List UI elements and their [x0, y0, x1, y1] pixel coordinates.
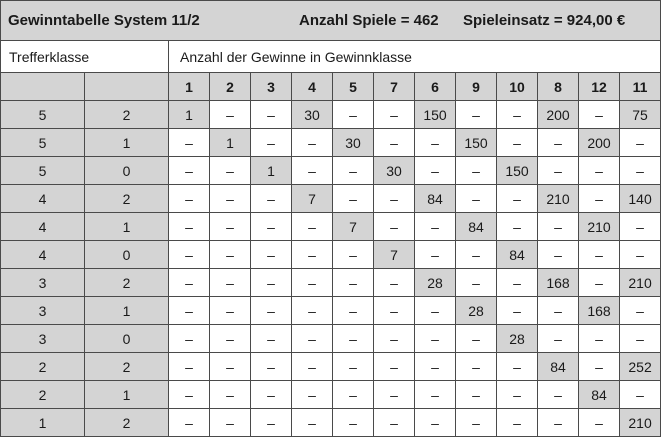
- table-row: [1, 297, 661, 325]
- wins-cell: –: [415, 353, 456, 381]
- wins-cell: –: [333, 157, 374, 185]
- hit-class-extra-cell: 0: [85, 241, 169, 269]
- hit-class-extra-cell: 1: [85, 381, 169, 409]
- wins-cell: –: [538, 325, 579, 353]
- wins-cell: 84: [579, 381, 620, 409]
- wins-cell: –: [374, 297, 415, 325]
- wins-cell: –: [210, 381, 251, 409]
- wins-cell: –: [456, 325, 497, 353]
- wins-cell: –: [251, 297, 292, 325]
- wins-cell: –: [620, 325, 661, 353]
- wins-cell: –: [497, 297, 538, 325]
- wins-cell: 30: [374, 157, 415, 185]
- wins-cell: –: [292, 297, 333, 325]
- wins-cell: –: [169, 409, 210, 437]
- wins-cell: –: [333, 325, 374, 353]
- wins-cell: –: [456, 157, 497, 185]
- header-empty-cell: [1, 73, 85, 101]
- wins-cell: –: [333, 353, 374, 381]
- wins-cell: 140: [620, 185, 661, 213]
- wins-cell: 210: [579, 213, 620, 241]
- wins-cell: –: [169, 185, 210, 213]
- hit-class-extra-cell: 1: [85, 297, 169, 325]
- column-header: 6: [415, 73, 456, 101]
- wins-cell: 150: [456, 129, 497, 157]
- wins-cell: –: [374, 101, 415, 129]
- table-row: [1, 409, 661, 437]
- wins-cell: –: [497, 409, 538, 437]
- hit-class-label: Trefferklasse: [9, 48, 90, 65]
- wins-cell: –: [210, 325, 251, 353]
- wins-cell: 210: [620, 409, 661, 437]
- wins-cell: –: [333, 297, 374, 325]
- wins-cell: –: [415, 297, 456, 325]
- table-row: [1, 101, 661, 129]
- hit-class-label-cell: [1, 41, 169, 73]
- wins-cell: –: [169, 129, 210, 157]
- hit-class-main-cell: 5: [1, 129, 85, 157]
- wins-cell: –: [538, 409, 579, 437]
- wins-cell: –: [374, 381, 415, 409]
- wins-cell: –: [292, 381, 333, 409]
- column-header: 3: [251, 73, 292, 101]
- wins-cell: –: [456, 241, 497, 269]
- hit-class-main-cell: 2: [1, 381, 85, 409]
- header-empty-cell: [85, 73, 169, 101]
- column-header: 1: [169, 73, 210, 101]
- wins-cell: 168: [538, 269, 579, 297]
- wins-cell: –: [210, 213, 251, 241]
- wins-cell: –: [415, 129, 456, 157]
- wins-cell: –: [333, 269, 374, 297]
- wins-cell: –: [415, 325, 456, 353]
- wins-cell: 150: [497, 157, 538, 185]
- wins-cell: –: [415, 241, 456, 269]
- wins-cell: –: [456, 353, 497, 381]
- wins-cell: –: [456, 185, 497, 213]
- wins-cell: 28: [415, 269, 456, 297]
- wins-cell: –: [620, 157, 661, 185]
- wins-cell: 1: [251, 157, 292, 185]
- column-header: 7: [374, 73, 415, 101]
- table-row: [1, 129, 661, 157]
- wins-cell: 168: [579, 297, 620, 325]
- wins-cell: –: [251, 101, 292, 129]
- wins-cell: –: [251, 185, 292, 213]
- wins-cell: 30: [292, 101, 333, 129]
- wins-cell: –: [333, 409, 374, 437]
- wins-cell: 84: [456, 213, 497, 241]
- wins-cell: –: [251, 381, 292, 409]
- wins-cell: –: [579, 241, 620, 269]
- hit-class-extra-cell: 0: [85, 157, 169, 185]
- wins-cell: –: [169, 381, 210, 409]
- hit-class-main-cell: 1: [1, 409, 85, 437]
- wins-cell: –: [374, 129, 415, 157]
- wins-cell: –: [210, 185, 251, 213]
- wins-cell: –: [333, 101, 374, 129]
- wins-cell: 1: [169, 101, 210, 129]
- table-row: [1, 185, 661, 213]
- wins-cell: –: [169, 325, 210, 353]
- wins-cell: –: [169, 353, 210, 381]
- wins-cell: –: [497, 129, 538, 157]
- title-row: [1, 1, 661, 41]
- hit-class-extra-cell: 2: [85, 185, 169, 213]
- column-header: 9: [456, 73, 497, 101]
- wins-cell: –: [538, 241, 579, 269]
- wins-cell: –: [579, 353, 620, 381]
- wins-cell: 7: [374, 241, 415, 269]
- wins-cell: –: [169, 297, 210, 325]
- wins-cell: –: [210, 241, 251, 269]
- wins-cell: –: [538, 213, 579, 241]
- label-row: [1, 41, 661, 73]
- wins-cell: –: [292, 241, 333, 269]
- wins-cell: 7: [292, 185, 333, 213]
- hit-class-main-cell: 2: [1, 353, 85, 381]
- wins-cell: 84: [538, 353, 579, 381]
- wins-cell: 1: [210, 129, 251, 157]
- wins-cell: –: [374, 269, 415, 297]
- table-row: [1, 269, 661, 297]
- wins-cell: –: [497, 101, 538, 129]
- table-row: [1, 381, 661, 409]
- wins-cell: 84: [497, 241, 538, 269]
- wins-cell: –: [374, 213, 415, 241]
- hit-class-extra-cell: 2: [85, 269, 169, 297]
- wins-cell: –: [579, 325, 620, 353]
- wins-cell: 210: [538, 185, 579, 213]
- table-row: [1, 241, 661, 269]
- wins-cell: –: [210, 297, 251, 325]
- wins-cell: 7: [333, 213, 374, 241]
- table-title: Gewinntabelle System 11/2: [8, 12, 200, 29]
- column-header: 5: [333, 73, 374, 101]
- wins-cell: –: [456, 269, 497, 297]
- table-row: [1, 353, 661, 381]
- wins-cell: –: [210, 269, 251, 297]
- hit-class-main-cell: 3: [1, 269, 85, 297]
- wins-cell: –: [251, 353, 292, 381]
- wins-cell: –: [579, 185, 620, 213]
- wins-cell: –: [292, 157, 333, 185]
- column-header: 2: [210, 73, 251, 101]
- wins-cell: –: [497, 381, 538, 409]
- wins-cell: –: [374, 185, 415, 213]
- wins-cell: 84: [415, 185, 456, 213]
- wins-cell: –: [374, 409, 415, 437]
- hit-class-extra-cell: 2: [85, 409, 169, 437]
- wins-cell: 75: [620, 101, 661, 129]
- wins-cell: –: [210, 101, 251, 129]
- wins-cell: –: [292, 213, 333, 241]
- column-header: 8: [538, 73, 579, 101]
- wins-cell: –: [251, 213, 292, 241]
- wins-cell: 210: [620, 269, 661, 297]
- wins-cell: –: [415, 157, 456, 185]
- wins-cell: 28: [497, 325, 538, 353]
- hit-class-extra-cell: 1: [85, 213, 169, 241]
- wins-cell: –: [169, 157, 210, 185]
- title-cell: [1, 1, 661, 41]
- wins-cell: –: [538, 157, 579, 185]
- wins-cell: –: [620, 297, 661, 325]
- column-header: 11: [620, 73, 661, 101]
- wins-cell: –: [292, 269, 333, 297]
- hit-class-main-cell: 5: [1, 101, 85, 129]
- wins-cell: –: [497, 269, 538, 297]
- wins-cell: –: [415, 381, 456, 409]
- wins-cell: –: [579, 101, 620, 129]
- wins-cell: –: [497, 185, 538, 213]
- wins-cell: –: [620, 381, 661, 409]
- wins-cell: –: [538, 381, 579, 409]
- wins-cell: 200: [538, 101, 579, 129]
- table-row: [1, 213, 661, 241]
- hit-class-main-cell: 3: [1, 297, 85, 325]
- wins-cell: –: [333, 185, 374, 213]
- wins-cell: –: [497, 213, 538, 241]
- wins-cell: –: [169, 269, 210, 297]
- wins-cell: –: [210, 353, 251, 381]
- column-header: 10: [497, 73, 538, 101]
- wins-cell: –: [415, 213, 456, 241]
- wins-cell: –: [620, 241, 661, 269]
- wins-cell: –: [210, 409, 251, 437]
- wins-cell: –: [333, 381, 374, 409]
- table-row: [1, 325, 661, 353]
- wins-cell: –: [620, 129, 661, 157]
- wins-cell: 150: [415, 101, 456, 129]
- wins-cell: –: [415, 409, 456, 437]
- hit-class-main-cell: 3: [1, 325, 85, 353]
- wins-cell: –: [538, 297, 579, 325]
- wins-cell: 252: [620, 353, 661, 381]
- wins-label: Anzahl der Gewinne in Gewinnklasse: [180, 48, 412, 65]
- column-header: 4: [292, 73, 333, 101]
- wins-cell: –: [333, 241, 374, 269]
- wins-cell: –: [210, 157, 251, 185]
- hit-class-extra-cell: 1: [85, 129, 169, 157]
- wins-cell: –: [169, 213, 210, 241]
- wins-cell: –: [292, 409, 333, 437]
- wins-cell: 28: [456, 297, 497, 325]
- wins-cell: –: [620, 213, 661, 241]
- stake-amount: Spieleinsatz = 924,00 €: [463, 12, 626, 29]
- wins-cell: –: [251, 269, 292, 297]
- wins-cell: –: [579, 157, 620, 185]
- wins-cell: –: [497, 353, 538, 381]
- wins-cell: 30: [333, 129, 374, 157]
- wins-cell: –: [292, 325, 333, 353]
- wins-cell: –: [456, 101, 497, 129]
- wins-label-cell: [169, 41, 661, 73]
- hit-class-extra-cell: 2: [85, 353, 169, 381]
- column-header: 12: [579, 73, 620, 101]
- wins-cell: –: [251, 129, 292, 157]
- wins-cell: –: [579, 409, 620, 437]
- hit-class-extra-cell: 0: [85, 325, 169, 353]
- wins-cell: 200: [579, 129, 620, 157]
- wins-cell: –: [579, 269, 620, 297]
- hit-class-main-cell: 4: [1, 241, 85, 269]
- wins-cell: –: [456, 381, 497, 409]
- wins-cell: –: [251, 325, 292, 353]
- wins-cell: –: [292, 129, 333, 157]
- table-row: [1, 157, 661, 185]
- wins-cell: –: [538, 129, 579, 157]
- hit-class-extra-cell: 2: [85, 101, 169, 129]
- wins-cell: –: [456, 409, 497, 437]
- wins-cell: –: [251, 241, 292, 269]
- games-count: Anzahl Spiele = 462: [299, 12, 439, 29]
- wins-cell: –: [169, 241, 210, 269]
- column-header-row: [1, 73, 661, 101]
- wins-cell: –: [374, 325, 415, 353]
- hit-class-main-cell: 4: [1, 185, 85, 213]
- wins-cell: –: [374, 353, 415, 381]
- hit-class-main-cell: 4: [1, 213, 85, 241]
- wins-cell: –: [251, 409, 292, 437]
- wins-cell: –: [292, 353, 333, 381]
- hit-class-main-cell: 5: [1, 157, 85, 185]
